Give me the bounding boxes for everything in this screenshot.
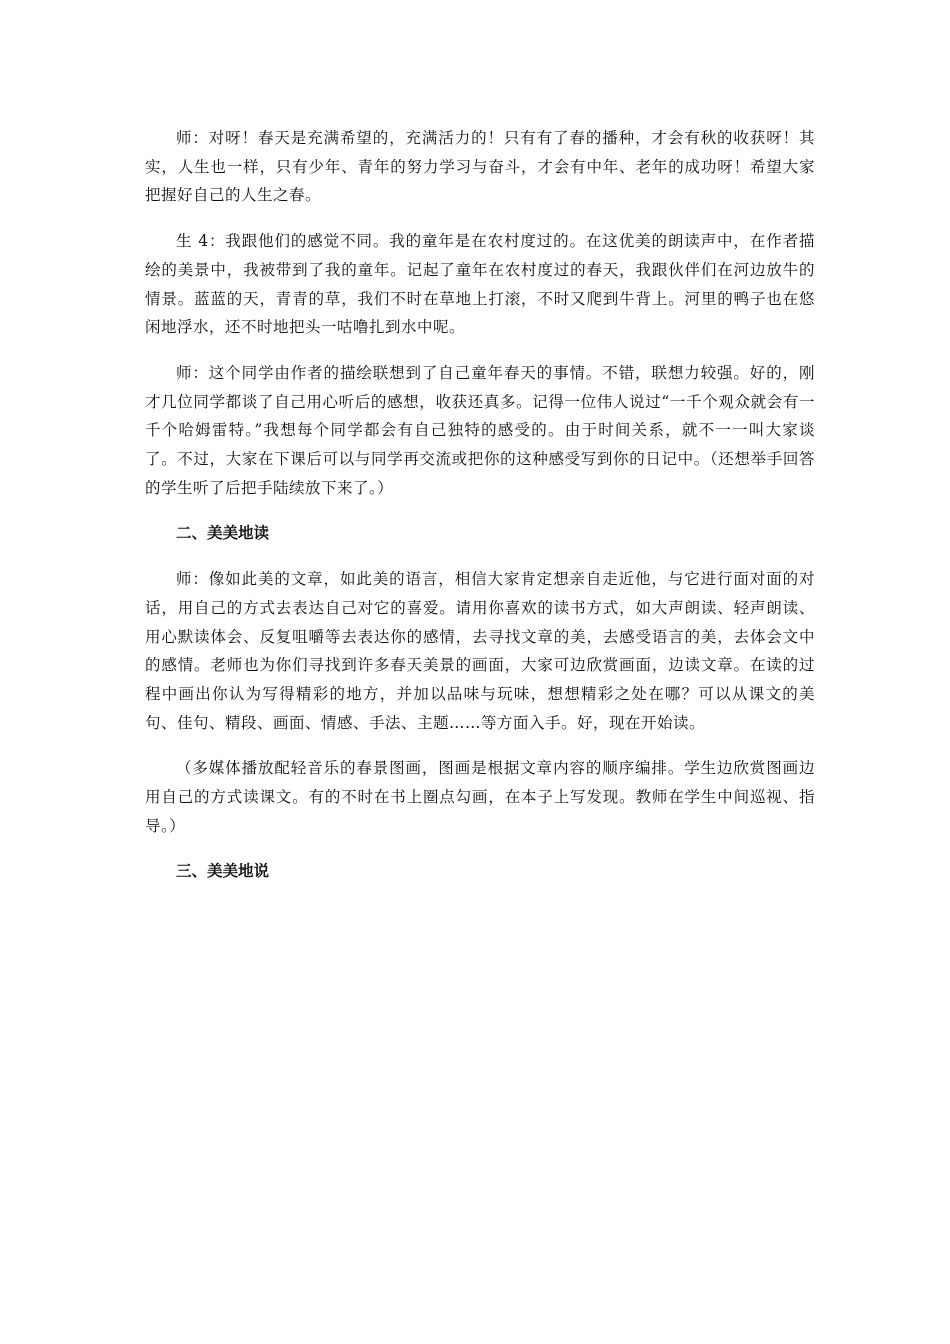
section-heading-speak: 三、美美地说	[176, 862, 270, 881]
stage-direction-paragraph: （多媒体播放配轻音乐的春景图画，图画是根据文章内容的顺序编排。学生边欣赏图画边用自己的方式读课文。有的不时在书上圈点勾画，在本子上写发现。教师在学生中间巡视、指导。）	[145, 759, 815, 835]
teacher-paragraph-association: 师：这个同学由作者的描绘联想到了自己童年春天的事情。不错，联想力较强。好的，刚才几位同学都谈了自己用心听后的感想，收获还真多。记得一位伟人说过“一千个观众就会有一千个哈姆雷特。”我想每个同学都会有自己独特的感受的。由于时间关系，就不一一叫大家谈了。不过，大家在下课后可以与同学再交流或把你的这种感受写到你的日记中。（还想举手回答的学生听了后把手陆续放下来了。）	[145, 363, 815, 497]
section-heading-read: 二、美美地读	[176, 524, 270, 543]
teacher-paragraph-spring-hope: 师：对呀！春天是充满希望的，充满活力的！只有有了春的播种，才会有秋的收获呀！其实，人生也一样，只有少年、青年的努力学习与奋斗，才会有中年、老年的成功呀！希望大家把握好自己的人生之春。	[145, 129, 815, 205]
teacher-paragraph-reading: 师：像如此美的文章，如此美的语言，相信大家肯定想亲自走近他，与它进行面对面的对话，用自己的方式去表达自己对它的喜爱。请用你喜欢的读书方式，如大声朗读、轻声朗读、用心默读体会、反复咀嚼等去表达你的感情，去寻找文章的美，去感受语言的美，去体会文中的感情。老师也为你们寻找到许多春天美景的画面，大家可边欣赏画面，边读文章。在读的过程中画出你认为写得精彩的地方，并加以品味与玩味，想想精彩之处在哪？可以从课文的美句、佳句、精段、画面、情感、手法、主题……等方面入手。好，现在开始读。	[145, 570, 815, 732]
student-4-paragraph: 生 4：我跟他们的感觉不同。我的童年是在农村度过的。在这优美的朗读声中，在作者描绘的美景中，我被带到了我的童年。记起了童年在农村度过的春天，我跟伙伴们在河边放牛的情景。蓝蓝的天，青青的草，我们不时在草地上打滚，不时又爬到牛背上。河里的鸭子也在悠闲地浮水，还不时地把头一咕噜扎到水中呢。	[145, 232, 815, 337]
document-page	[145, 124, 815, 886]
